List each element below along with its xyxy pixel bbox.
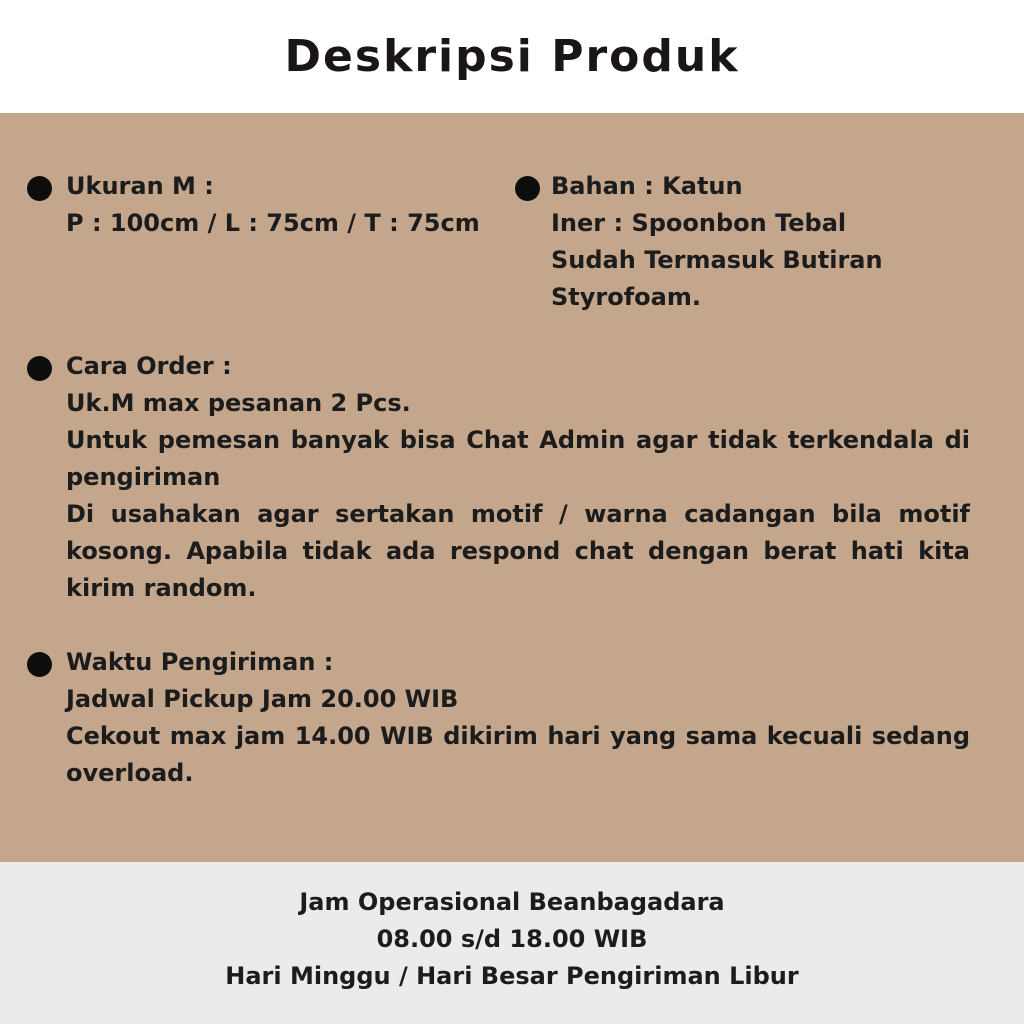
bullet-icon (27, 356, 52, 381)
order-heading: Cara Order : (66, 352, 232, 380)
operating-hours-title: Jam Operasional Beanbagadara (299, 888, 725, 916)
order-line: Uk.M max pesanan 2 Pcs. (66, 389, 411, 417)
operating-hours-time: 08.00 s/d 18.00 WIB (376, 925, 648, 953)
size-heading: Ukuran M : (66, 172, 214, 200)
order-line: Untuk pemesan banyak bisa Chat Admin agar tidak terkendala di (66, 426, 970, 454)
bullet-icon (515, 176, 540, 201)
order-line: kirim random. (66, 574, 257, 602)
order-line: Di usahakan agar sertakan motif / warna cadangan bila motif (66, 500, 970, 528)
page-title: Deskripsi Produk (284, 31, 740, 82)
footer (0, 862, 1024, 1024)
shipping-line: overload. (66, 759, 194, 787)
material-section (551, 168, 883, 316)
material-heading: Bahan : Katun (551, 172, 743, 200)
shipping-line: Jadwal Pickup Jam 20.00 WIB (66, 685, 459, 713)
order-line: pengiriman (66, 463, 221, 491)
order-line: kosong. Apabila tidak ada respond chat dengan berat hati kita (66, 537, 970, 565)
bullet-icon (27, 652, 52, 677)
shipping-heading: Waktu Pengiriman : (66, 648, 334, 676)
shipping-section (66, 644, 970, 792)
shipping-line: Cekout max jam 14.00 WIB dikirim hari yang sama kecuali sedang (66, 722, 970, 750)
material-line: Sudah Termasuk Butiran (551, 246, 883, 274)
header (0, 0, 1024, 113)
size-section (66, 168, 480, 242)
material-line: Styrofoam. (551, 283, 701, 311)
material-line: Iner : Spoonbon Tebal (551, 209, 847, 237)
description-panel (0, 113, 1024, 862)
holiday-note: Hari Minggu / Hari Besar Pengiriman Libur (225, 962, 799, 990)
size-dimensions: P : 100cm / L : 75cm / T : 75cm (66, 209, 480, 237)
order-section (66, 348, 970, 607)
bullet-icon (27, 176, 52, 201)
